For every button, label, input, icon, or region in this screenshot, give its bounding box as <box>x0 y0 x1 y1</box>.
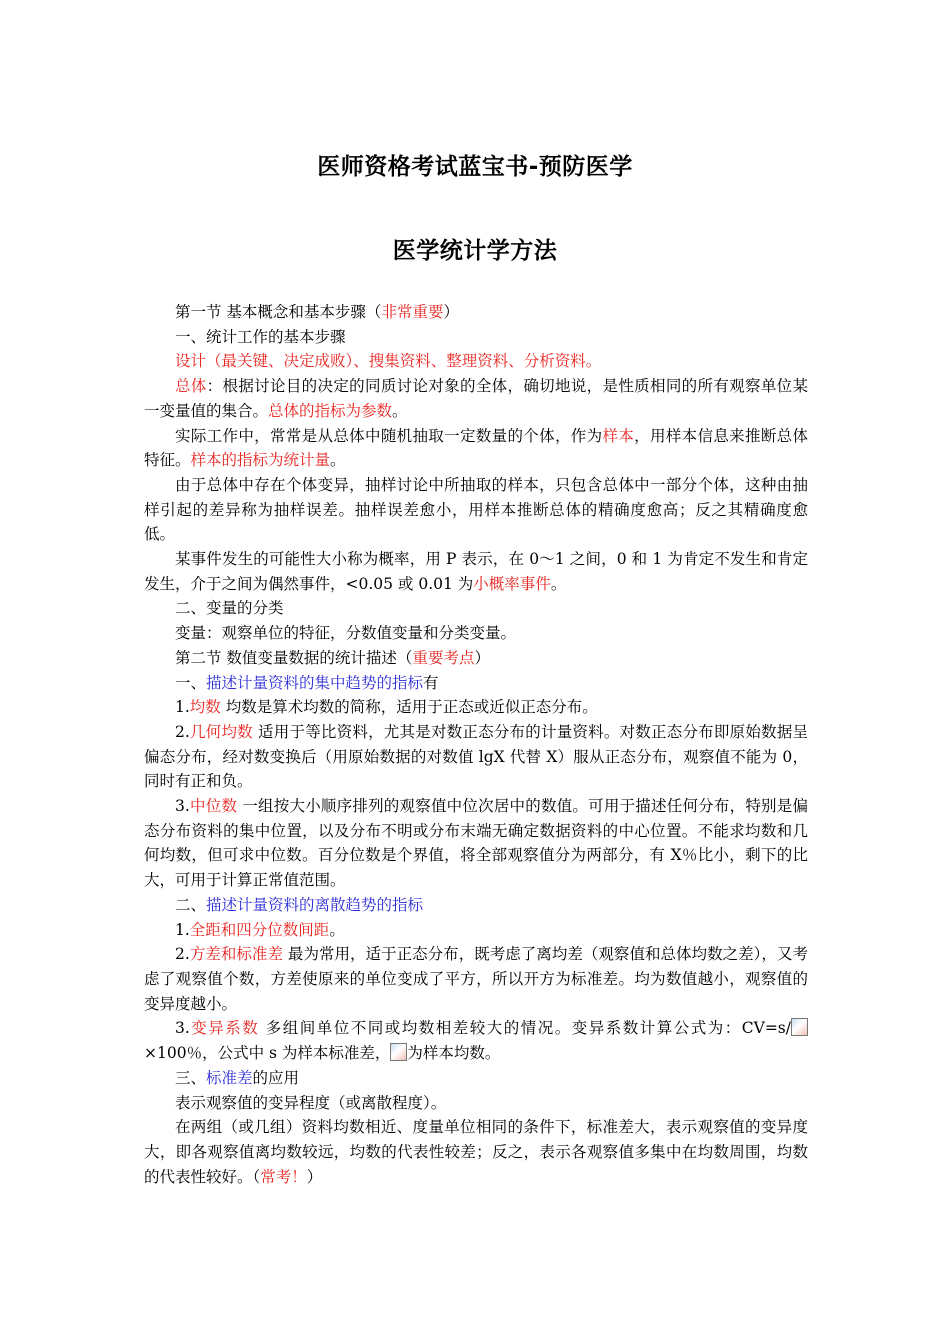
text-run: 2. <box>175 722 190 741</box>
text-run: 均数是算术均数的简称，适用于正态或近似正态分布。 <box>220 698 598 717</box>
text-run: 最为常用，适于正态分布，既考虑了离均差（观察值和总体均数之差），又考虑了观察值个数，方差使原来的单位变成了平方，所以开方为标准差。均为数值越小，观察值的变异度越小。 <box>144 945 808 1013</box>
text-run: 多组间单位不同或均数相差较大的情况。变异系数计算公式为：CV=s/ <box>259 1019 791 1038</box>
document-subtitle: 医学统计学方法 <box>392 238 558 264</box>
text-run: 三、 <box>175 1068 207 1087</box>
highlighted-text: 均数 <box>189 698 221 717</box>
text-run: ×100％，公式中 s 为样本标准差， <box>144 1044 391 1063</box>
text-run: 有 <box>423 673 439 692</box>
paragraph <box>144 695 808 720</box>
paragraph <box>144 893 808 918</box>
text-run: ：根据讨论目的决定的同质讨论对象的全体，确切地说，是性质相同的所有观察单位某一变量值的集合。 <box>144 377 808 420</box>
highlighted-text: 常考！ <box>260 1167 307 1186</box>
text-run: ） <box>306 1167 323 1186</box>
paragraph <box>144 1066 808 1091</box>
paragraph <box>144 349 808 374</box>
text-run: 二、 <box>175 895 207 914</box>
text-run: 为样本均数。 <box>407 1044 501 1063</box>
paragraph <box>144 621 808 646</box>
highlighted-text: 总体的指标为参数 <box>268 401 393 420</box>
paragraph <box>144 473 808 547</box>
text-run: ） <box>443 303 459 321</box>
paragraph <box>144 671 808 696</box>
paragraph <box>144 547 808 596</box>
text-run: 某事件发生的可能性大小称为概率，用 P 表示，在 0～1 之间，0 和 1 为肯定不发生和肯定发生，介于之间为偶然事件，<0.05 或 0.01 为 <box>144 550 808 593</box>
text-run: 二、变量的分类 <box>175 599 284 618</box>
paragraph <box>144 720 808 794</box>
highlighted-text: 标准差 <box>206 1068 253 1087</box>
text-run: 3. <box>175 1019 190 1038</box>
highlighted-text: 中位数 <box>189 797 238 816</box>
text-run: 一、 <box>175 673 207 692</box>
text-run: 第二节 数值变量数据的统计描述（ <box>175 648 413 667</box>
document-body <box>144 300 808 1189</box>
text-run: 。 <box>329 920 345 939</box>
text-run: 在两组（或几组）资料均数相近、度量单位相同的条件下，标准差大，表示观察值的变异度大，即各观察值离均数较远，均数的代表性较差；反之，表示各观察值多集中在均数周围，均数的代表性较好。（ <box>144 1118 808 1186</box>
highlighted-text: 描述计量资料的集中趋势的指标 <box>206 673 424 692</box>
text-run: 。 <box>392 401 408 420</box>
text-run: 表示观察值的变异程度（或离散程度）。 <box>175 1093 447 1112</box>
formula-image <box>390 1043 407 1061</box>
highlighted-text: 非常重要 <box>381 303 444 321</box>
text-run: 1. <box>175 698 190 717</box>
paragraph <box>144 794 808 893</box>
text-run: 一、统计工作的基本步骤 <box>175 327 346 346</box>
text-run: 2. <box>175 945 190 964</box>
text-run: 适用于等比资料，尤其是对数正态分布的计量资料。对数正态分布即原始数据呈偏态分布，经对数变换后（用原始数据的对数值 lgX 代替 X）服从正态分布，观察值不能为 0，同时有正和负。 <box>144 722 808 791</box>
paragraph <box>144 1016 808 1065</box>
highlighted-text: 变异系数 <box>189 1019 260 1038</box>
text-run: 的应用 <box>252 1068 300 1087</box>
highlighted-text: 全距和四分位数间距 <box>189 920 330 939</box>
paragraph <box>144 424 808 473</box>
highlighted-text: 几何均数 <box>189 722 253 741</box>
highlighted-text: 样本 <box>602 426 635 445</box>
text-run: 变量：观察单位的特征，分数值变量和分类变量。 <box>175 624 517 643</box>
text-run: ） <box>474 648 490 667</box>
highlighted-text: 小概率事件 <box>473 574 551 593</box>
text-run: 3. <box>175 797 190 816</box>
document-title: 医师资格考试蓝宝书-预防医学 <box>317 154 633 180</box>
formula-image <box>791 1018 808 1036</box>
highlighted-text: 总体 <box>175 377 207 396</box>
text-run: 第一节 基本概念和基本步骤（ <box>175 303 382 321</box>
paragraph <box>144 646 808 671</box>
paragraph <box>144 1115 808 1189</box>
text-run: 。 <box>550 574 567 593</box>
paragraph <box>144 918 808 943</box>
paragraph <box>144 374 808 423</box>
highlighted-text: 设计（最关键、决定成败）、搜集资料、整理资料、分析资料。 <box>175 352 602 371</box>
paragraph <box>144 1091 808 1116</box>
text-run: 由于总体中存在个体变异，抽样讨论中所抽取的样本，只包含总体中一部分个体，这种由抽样引起的差异称为抽样误差。抽样误差愈小，用样本推断总体的精确度愈高；反之其精确度愈低。 <box>144 475 808 544</box>
text-run: 实际工作中，常常是从总体中随机抽取一定数量的个体，作为 <box>175 426 603 445</box>
text-run: 一组按大小顺序排列的观察值中位次居中的数值。可用于描述任何分布，特别是偏态分布资料的集中位置，以及分布不明或分布末端无确定数据资料的中心位置。不能求均数和几何均数，但可求中位数。百分位数是个界值，将全部观察值分为两部分，有 X％比小，剩下的比大，可用于计算正常值范围。 <box>144 797 808 890</box>
highlighted-text: 重要考点 <box>412 648 475 667</box>
paragraph <box>144 325 808 350</box>
text-run: ，用样本信息来推断总体特征。 <box>144 426 808 470</box>
paragraph <box>144 942 808 1016</box>
text-run: 。 <box>330 451 346 470</box>
highlighted-text: 方差和标准差 <box>189 945 283 964</box>
text-run: 1. <box>175 920 190 939</box>
paragraph <box>144 300 808 325</box>
highlighted-text: 样本的指标为统计量 <box>190 451 331 470</box>
highlighted-text: 描述计量资料的离散趋势的指标 <box>206 895 424 914</box>
paragraph <box>144 596 808 621</box>
